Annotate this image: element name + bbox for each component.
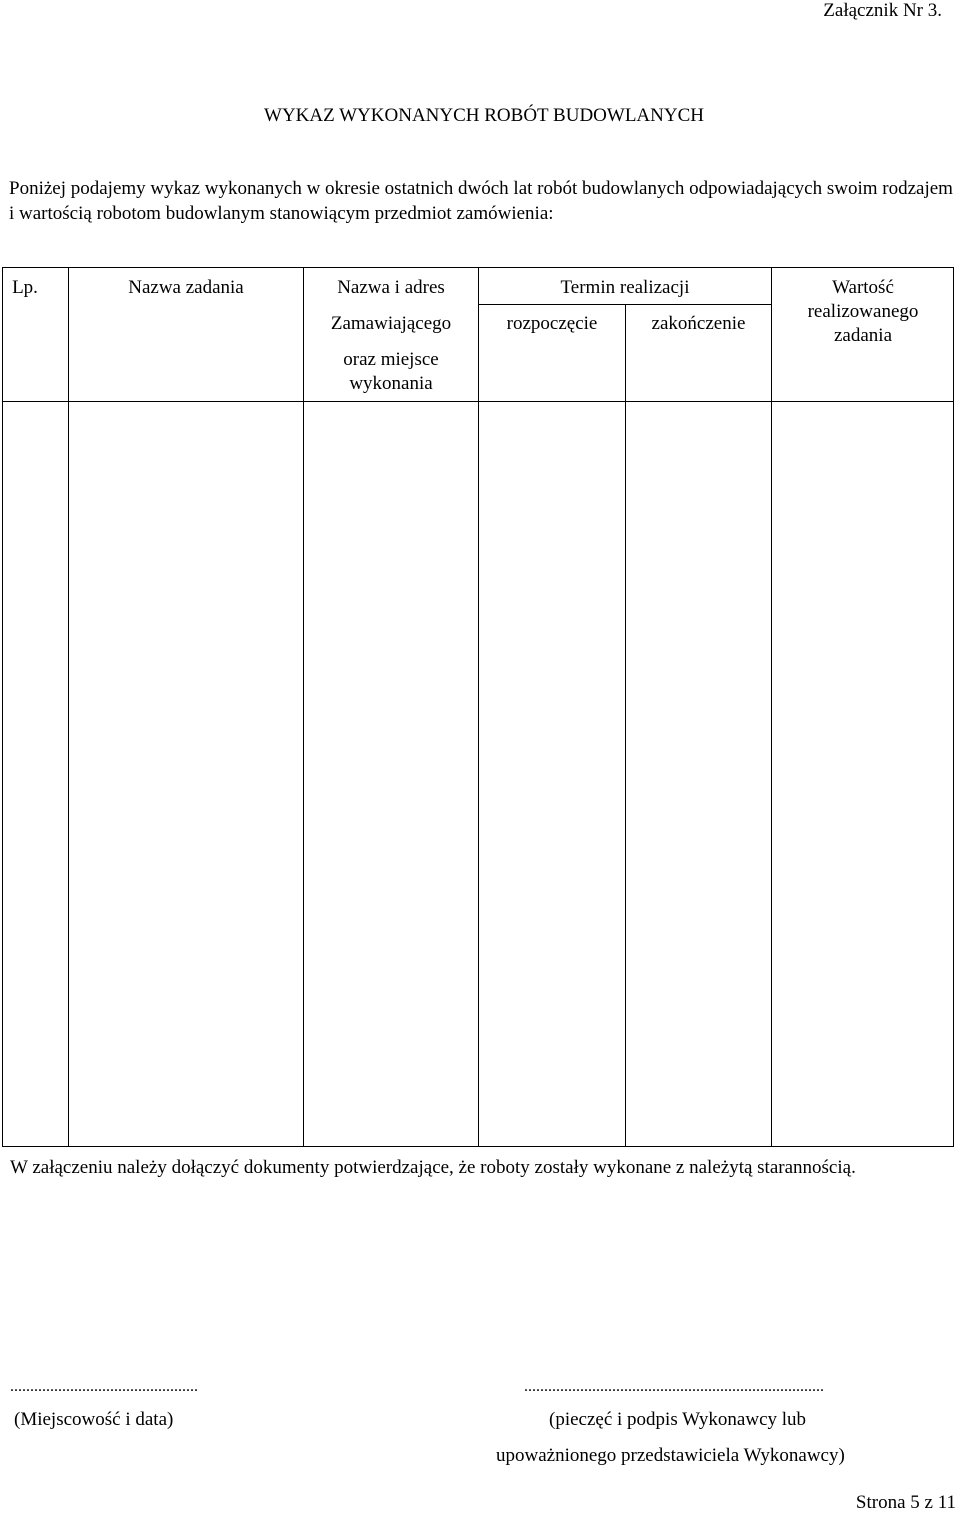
header-lp: Lp. bbox=[12, 277, 38, 298]
header-term: Termin realizacji bbox=[560, 277, 690, 298]
signature-label-continued: upoważnionego przedstawiciela Wykonawcy) bbox=[496, 1445, 845, 1466]
header-term-end: zakończenie bbox=[651, 313, 746, 334]
document-title: WYKAZ WYKONANYCH ROBÓT BUDOWLANYCH bbox=[264, 105, 704, 126]
footer-note: W załączeniu należy dołączyć dokumenty potwierdzające, że roboty zostały wykonane z należytą starannością. bbox=[10, 1157, 856, 1178]
header-client-address: Nazwa i adres bbox=[337, 277, 445, 298]
term-subheader-divider bbox=[479, 304, 771, 305]
column-divider bbox=[478, 268, 479, 1146]
place-date-line: ............................................... bbox=[10, 1378, 198, 1395]
header-bottom-divider bbox=[3, 401, 953, 402]
signature-label: (pieczęć i podpis Wykonawcy lub bbox=[549, 1409, 807, 1430]
works-table bbox=[2, 267, 954, 1147]
column-divider bbox=[68, 268, 69, 1146]
header-client: Zamawiającego bbox=[330, 313, 452, 334]
header-term-start: rozpoczęcie bbox=[506, 313, 598, 334]
intro-paragraph: Poniżej podajemy wykaz wykonanych w okresie ostatnich dwóch lat robót budowlanych odpowiadających swoim rodzajem i wartością robotom budowlanym stanowiącym przedmiot zamówienia: bbox=[9, 178, 953, 224]
header-value: Wartość realizowanego zadania bbox=[807, 277, 919, 346]
header-client-location: oraz miejsce wykonania bbox=[343, 349, 439, 394]
column-divider bbox=[303, 268, 304, 1146]
column-divider bbox=[771, 268, 772, 1146]
page-number: Strona 5 z 11 bbox=[855, 1492, 956, 1513]
header-task-name: Nazwa zadania bbox=[128, 277, 244, 298]
place-date-label: (Miejscowość i data) bbox=[14, 1409, 174, 1430]
attachment-label: Załącznik Nr 3. bbox=[823, 0, 942, 21]
column-divider bbox=[625, 304, 626, 1146]
signature-line: ........................................................................... bbox=[524, 1378, 824, 1395]
